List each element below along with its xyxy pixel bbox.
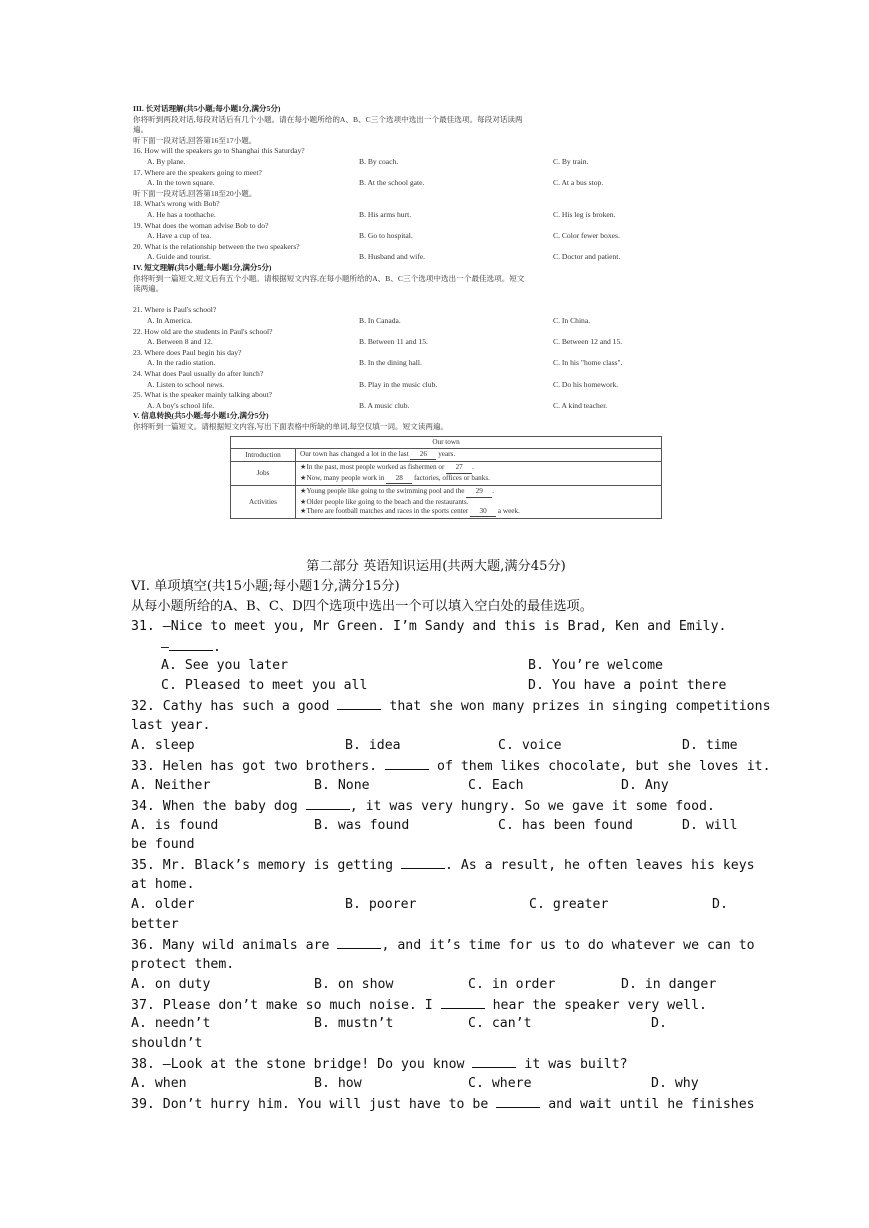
option-b: B. how [314,1076,362,1092]
blank-30: 30 [470,507,496,517]
question-21: 21. Where is Paul's school? [133,305,217,315]
question-24: 24. What does Paul usually do after lunch? [133,369,264,378]
option-a: A. Neither [131,777,211,793]
option-a: A. older [131,897,195,913]
option-a: A. is found [131,817,219,833]
question-34-option-d-cont: be found [131,837,195,853]
blank-28: 28 [386,474,412,484]
question-35-cont: at home. [131,877,195,893]
grammar-section [131,557,771,1114]
option-c: C. can’t [468,1016,532,1032]
option-d: D. time [682,738,738,754]
option-d: D. [651,1016,667,1032]
question-32-options [131,736,741,756]
question-36-options [131,975,741,995]
option-a: A. when [131,1076,187,1092]
section-3-instructions-cont: 遍。 [133,125,149,135]
question-31-options-ab [131,656,741,676]
option-a: A. on duty [131,976,211,992]
option-d: D. You have a point there [528,678,727,694]
section-3-title: III. 长对话理解(共5小题;每小题1分,满分5分) [133,104,281,113]
section-4-title: IV. 短文理解(共5小题;每小题1分,满分5分) [133,263,272,272]
blank-26: 26 [410,450,436,460]
blank-29: 29 [466,487,492,497]
question-33-options [131,776,741,796]
option-b: B. idea [345,738,401,754]
question-34-options [131,816,741,836]
question-31-options-cd [131,676,741,696]
question-36-cont: protect them. [131,956,235,972]
question-18: 18. What's wrong with Bob? [133,199,220,209]
option-d: D. why [651,1076,699,1092]
question-19: 19. What does the woman advise Bob to do? [133,220,269,230]
row-jobs: ★In the past, most people worked as fishermen or 27 . ★Now, many people work in 28 factories, offices or banks. [296,462,662,486]
row-label-jobs: Jobs [231,462,296,486]
question-38-options [131,1074,741,1094]
answer-blank [496,1094,540,1108]
option-c: C. Each [468,777,524,793]
option-b: B. was found [314,817,410,833]
question-35-options [131,895,741,915]
section-3-instructions: 你将听到两段对话,每段对话后有几个小题。请在每小题所给的A、B、C三个选项中选出一个最佳选项。每段对话读两 [133,114,523,124]
answer-blank [169,637,213,651]
blank-27: 27 [446,463,472,473]
row-activities: ★Young people like going to the swimming pool and the 29 . ★Older people like going to the beach and the restaurants. ★There are football matches and races in the sports center 30 a week. [296,486,662,519]
option-b: B. None [314,777,370,793]
dialogue-2-note: 听下面一段对话,回答第18至20小题。 [133,188,257,198]
answer-blank [385,756,429,770]
section-4-instructions: 你将听到一篇短文,短文后有五个小题。请根据短文内容,在每小题所给的A、B、C三个选项中选出一个最佳选项。短文 [133,273,525,283]
option-c: C. where [468,1076,532,1092]
answer-blank [441,995,485,1009]
answer-blank [337,935,381,949]
question-23: 23. Where does Paul begin his day? [133,347,242,357]
option-d: D. Any [621,777,669,793]
answer-blank [472,1054,516,1068]
question-35: 35. Mr. Black’s memory is getting . As a result, he often leaves his keys [131,855,741,875]
option-c: C. Pleased to meet you all [161,678,368,694]
question-37-options [131,1014,741,1034]
option-a: A. sleep [131,738,195,754]
part-2-title: 第二部分 英语知识运用(共两大题,满分45分) [306,559,566,574]
option-c: C. greater [529,897,609,913]
dialogue-1-note: 听下面一段对话,回答第16至17小题。 [133,135,257,145]
option-a: A. See you later [161,658,289,674]
info-table [230,436,662,519]
question-22: 22. How old are the students in Paul's school? [133,326,273,336]
option-c: C. voice [498,738,562,754]
row-label-introduction: Introduction [231,449,296,462]
option-d: D. in danger [621,976,717,992]
option-b: B. poorer [345,897,417,913]
option-c: C. in order [468,976,556,992]
question-34: 34. When the baby dog , it was very hungry. So we gave it some food. [131,796,741,816]
table-title: Our town [231,437,662,449]
section-5-instructions: 你将听到一篇短文。请根据短文内容,写出下面表格中所缺的单词,每空仅填一词。短文读两遍。 [133,422,449,431]
option-b: B. on show [314,976,394,992]
option-d: D. will [682,817,738,833]
option-a: A. needn’t [131,1016,211,1032]
question-37: 37. Please don’t make so much noise. I hear the speaker very well. [131,995,741,1015]
question-33: 33. Helen has got two brothers. of them likes chocolate, but she loves it. [131,756,741,776]
question-25: 25. What is the speaker mainly talking about? [133,390,273,400]
section-4-instructions-cont: 读两遍。 [133,284,164,294]
question-32-cont: last year. [131,718,211,734]
question-35-option-d-cont: better [131,917,179,933]
question-38: 38. —Look at the stone bridge! Do you know it was built? [131,1054,741,1074]
question-31-answer-line: — . [131,637,741,657]
answer-blank [337,696,381,710]
row-introduction: Our town has changed a lot in the last 26 years. [296,449,662,462]
question-37-option-d-cont: shouldn’t [131,1036,203,1052]
option-c: C. has been found [498,817,633,833]
question-17: 17. Where are the speakers going to meet? [133,167,262,177]
answer-blank [401,855,445,869]
question-20: 20. What is the relationship between the two speakers? [133,241,300,251]
question-32: 32. Cathy has such a good that she won many prizes in singing competitions [131,696,741,716]
question-39: 39. Don’t hurry him. You will just have to be and wait until he finishes [131,1094,741,1114]
answer-blank [306,796,350,810]
section-6-instructions: 从每小题所给的A、B、C、D四个选项中选出一个可以填入空白处的最佳选项。 [131,598,593,614]
scanned-listening-section: III. 长对话理解(共5小题;每小题1分,满分5分) 你将听到两段对话,每段对话后有几个小题。请在每小题所给的A、B、C三个选项中选出一个最佳选项。每段对话读两 遍。 听下面一段对话,回答第16至17小题。 16. How will the speakers go to Shanghai this Saturday? A. By plane. B. By coach. C. By train. 17. Where are the speakers going to meet? A. In the town square. B. At the school gate. C. At a bus stop. 听下面一段对话,回答第18至20小题。 18. What's wrong with Bob? A. He has a toothache. B. His arms hurt. C. His leg is broken. 19. What does the woman advise Bob to do? A. Have a cup of tea. B. Go to hospital. C. Color fewer boxes. 20. What is the relationship between the two speakers? A. Guide and tourist. B. Husband and wife. C. Doctor and patient. IV. 短文理解(共5小题;每小题1分,满分5分) 你将听到一篇短文,短文后有五个小题。请根据短文内容,在每小题所给的A、B、C三个选项中选出一个最佳选项。短文 读两遍。 21. Where is Paul's school? A. In America. B. In Canada. C. In China. 22. How old are the students in Paul's school? A. Between 8 and 12. B. Between 11 and 15. C. Between 12 and 15. 23. Where does Paul begin his day? A. In the radio station. B. In the dining hall. C. In his "home class". 24. What does Paul usually do after lunch? A. Listen to school news. B. Play in the music club. C. Do his homework. 25. What is the speaker mainly talking about? A. A boy's school life. B. A music club. C. A kind teacher. V. 信息转换(共5小题;每小题1分,满分5分) 你将听到一篇短文。请根据短文内容,写出下面表格中所缺的单词,每空仅填一词。短文读两遍。 Our town Introduction Our town has changed a lot in the last 26 years. Jobs ★In the past, most people worked as fishermen or 27 . ★Now, many people work in 28 factories, offices or banks. Activities ★Young people like going to the swimming pool and the 29 . ★Older people like going to the beach and the restaurants. ★There are football matches and races in the sports center 30 a week. [133,104,743,530]
question-36: 36. Many wild animals are , and it’s time for us to do whatever we can to [131,935,741,955]
row-label-activities: Activities [231,486,296,519]
section-5-title: V. 信息转换(共5小题;每小题1分,满分5分) [133,411,269,421]
option-d: D. [712,897,728,913]
question-16: 16. How will the speakers go to Shanghai this Saturday? [133,146,305,156]
option-b: B. You’re welcome [528,658,663,674]
question-31: 31. —Nice to meet you, Mr Green. I’m Sandy and this is Brad, Ken and Emily. [131,618,727,634]
option-b: B. mustn’t [314,1016,394,1032]
section-6-title: VI. 单项填空(共15小题;每小题1分,满分15分) [131,578,400,594]
